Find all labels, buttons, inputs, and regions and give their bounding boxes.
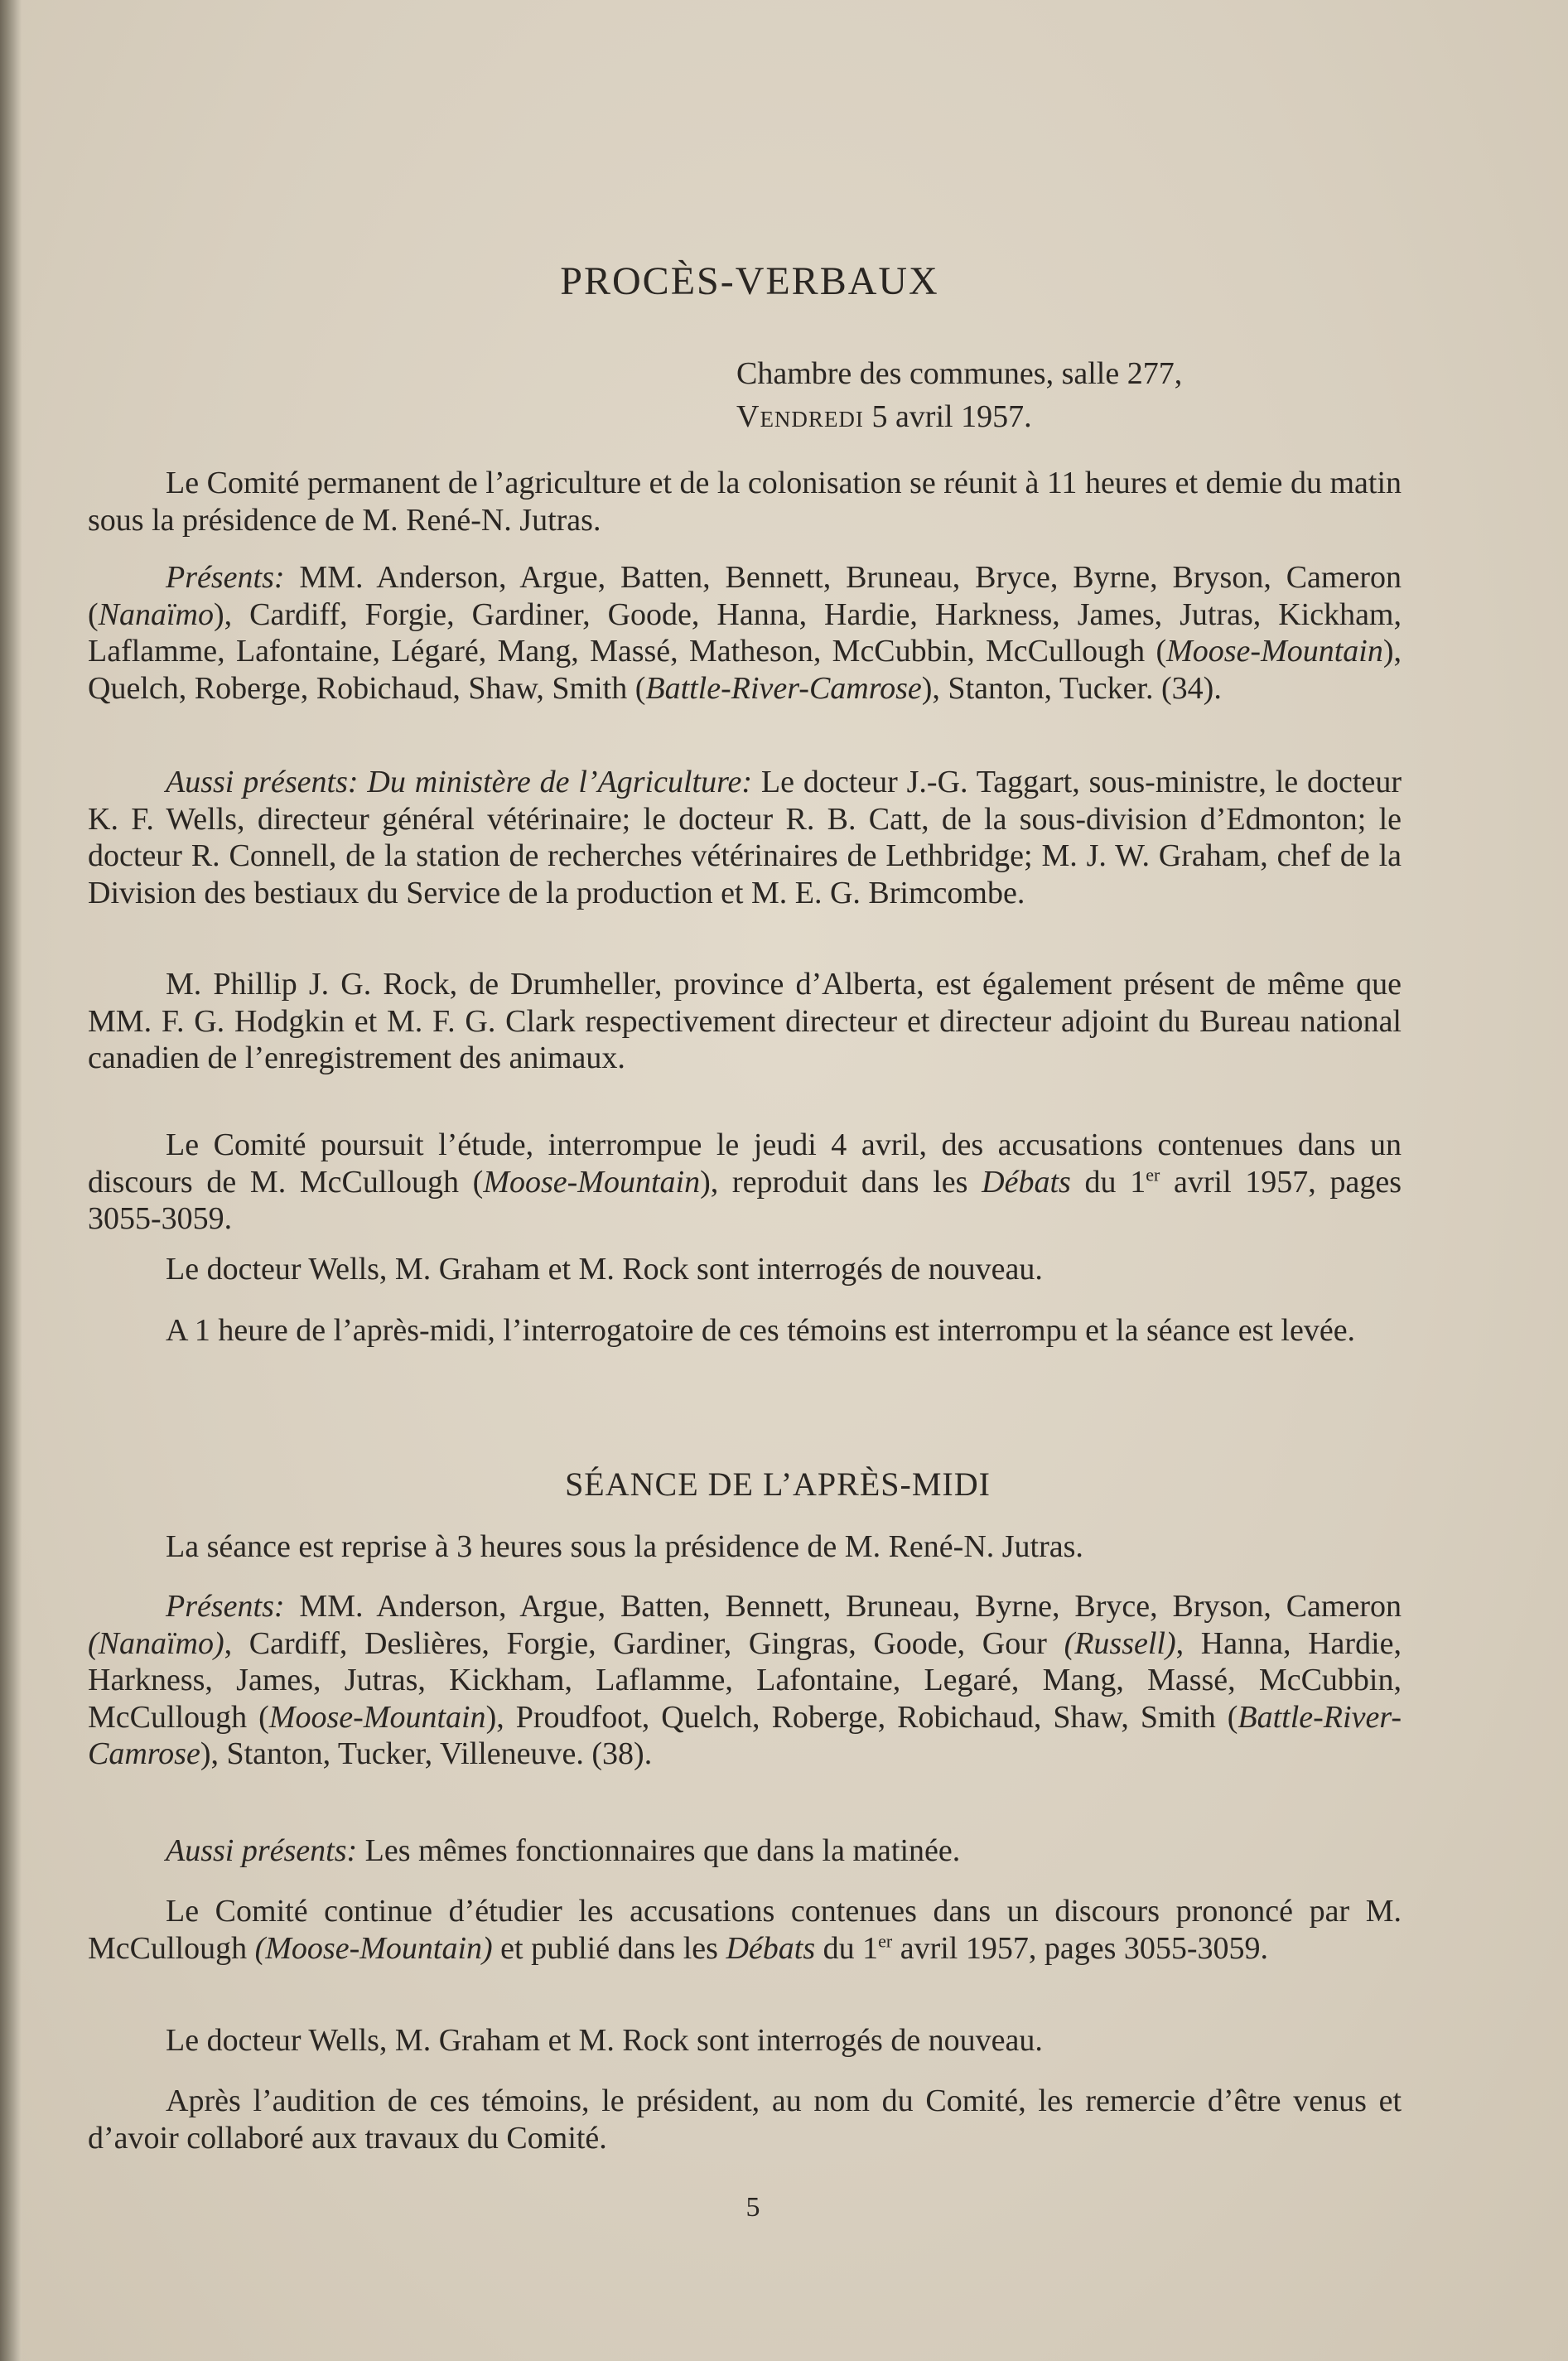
page-title: PROCÈS-VERBAUX: [560, 259, 939, 303]
dateline-date: [736, 395, 1182, 438]
paragraph-rock: M. Phillip J. G. Rock, de Drumheller, province d’Alberta, est également présent de même que MM. F. G. Hodgkin et M. F. G. Clark respectivement directeur et directeur adjoint du Bureau national canadien de l’enregistrement des animaux.: [88, 967, 1402, 1076]
paragraph-adjourn: A 1 heure de l’après-midi, l’interrogatoire de ces témoins est interrompu et la séance est levée.: [166, 1313, 1356, 1348]
paragraph-afternoon-study: Le Comité continue d’étudier les accusations contenues dans un discours prononcé par M. McCullough (Moose-Mountain) et publié dans les Débats du 1er avril 1957, pages 3055-3059.: [88, 1894, 1402, 1966]
dateline-date-text: 5 avril 1957.: [863, 399, 1032, 434]
paragraph-opening: Le Comité permanent de l’agriculture et de la colonisation se réunit à 11 heures et demie du matin sous la présidence de M. René-N. Jutras.: [88, 466, 1402, 538]
paragraph-study: Le Comité poursuit l’étude, interrompue le jeudi 4 avril, des accusations contenues dans un discours de M. McCullough (Moose-Mountain), reproduit dans les Débats du 1er avril 1957, pages 3055-3059.: [88, 1127, 1402, 1237]
dateline-day: Vendredi: [736, 399, 864, 434]
afternoon-present-label: Présents:: [166, 1589, 285, 1624]
afternoon-session-title: SÉANCE DE L’APRÈS-MIDI: [565, 1465, 991, 1503]
dateline-location: Chambre des communes, salle 277,: [736, 356, 1183, 391]
dateline: [736, 352, 1182, 438]
paragraph-afternoon-also-present: Aussi présents: Les mêmes fonctionnaires que dans la matinée.: [166, 1833, 961, 1868]
afternoon-also-present-label: Aussi présents:: [166, 1833, 358, 1868]
paragraph-afternoon-thanks: Après l’audition de ces témoins, le président, au nom du Comité, les remercie d’être venus et d’avoir collaboré aux travaux du Comité.: [88, 2083, 1402, 2156]
paragraph-afternoon-present: Présents: MM. Anderson, Argue, Batten, Bennett, Bruneau, Byrne, Bryce, Bryson, Cameron (Nanaïmo), Cardiff, Deslières, Forgie, Gardiner, Gingras, Goode, Gour (Russell), Hanna, Hardie, Harkness, James, Jutras, Kickham, Laflamme, Lafontaine, Legaré, Mang, Massé, McCubbin, McCullough (Moose-Mountain), Proudfoot, Quelch, Roberge, Robichaud, Shaw, Smith (Battle-River-Camrose), Stanton, Tucker, Villeneuve. (38).: [88, 1589, 1402, 1772]
book-spine-shadow: [0, 0, 22, 2361]
paragraph-questioned: Le docteur Wells, M. Graham et M. Rock sont interrogés de nouveau.: [166, 1252, 1043, 1287]
paragraph-afternoon-resume: La séance est reprise à 3 heures sous la présidence de M. René-N. Jutras.: [166, 1529, 1083, 1564]
present-label: Présents:: [166, 560, 285, 595]
paragraph-afternoon-questioned: Le docteur Wells, M. Graham et M. Rock sont interrogés de nouveau.: [166, 2023, 1043, 2058]
paragraph-present-members: Présents: MM. Anderson, Argue, Batten, Bennett, Bruneau, Bryce, Byrne, Bryson, Cameron (Nanaïmo), Cardiff, Forgie, Gardiner, Goode, Hanna, Hardie, Harkness, James, Jutras, Kickham, Laflamme, Lafontaine, Légaré, Mang, Massé, Matheson, McCubbin, McCullough (Moose-Mountain), Quelch, Roberge, Robichaud, Shaw, Smith (Battle-River-Camrose), Stanton, Tucker. (34).: [88, 560, 1402, 706]
also-present-label: Aussi présents: Du ministère de l’Agriculture:: [166, 765, 752, 799]
paragraph-also-present: Aussi présents: Du ministère de l’Agriculture: Le docteur J.-G. Taggart, sous-ministre, le docteur K. F. Wells, directeur général vétérinaire; le docteur R. B. Catt, de la sous-division d’Edmonton; le docteur R. Connell, de la station de recherches vétérinaires de Lethbridge; M. J. W. Graham, chef de la Division des bestiaux du Service de la production et M. E. G. Brimcombe.: [88, 765, 1402, 910]
page-number: 5: [745, 2192, 760, 2223]
